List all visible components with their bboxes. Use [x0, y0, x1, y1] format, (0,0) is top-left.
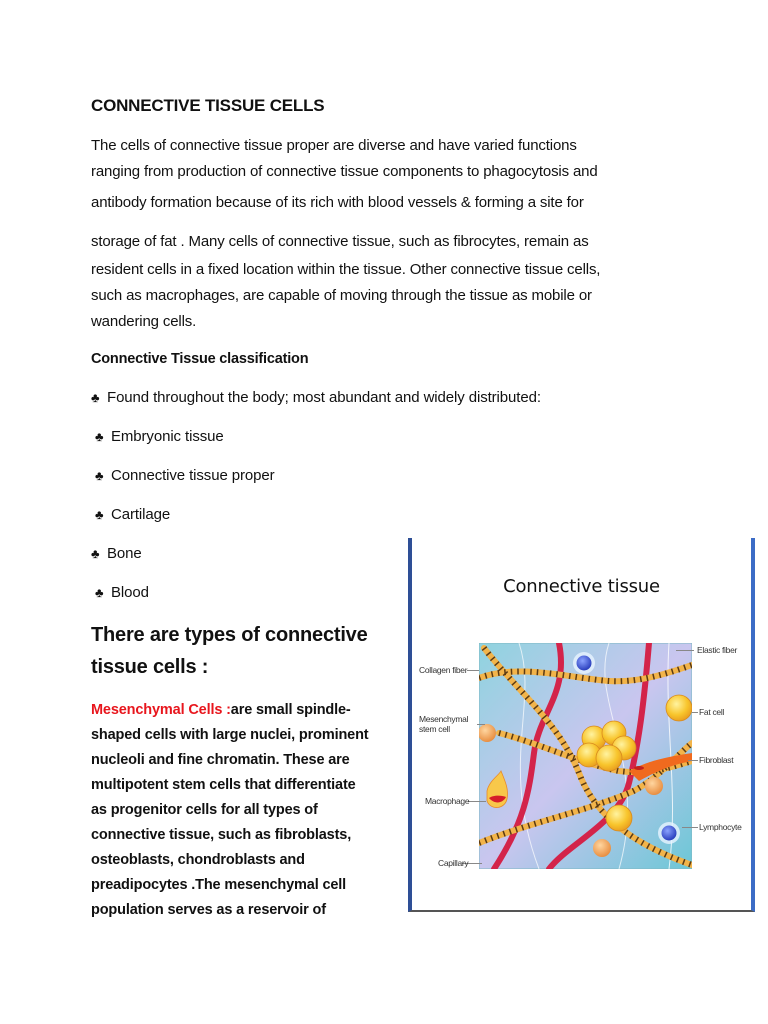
mesenchymal-line: connective tissue, such as fibroblasts,: [91, 827, 352, 843]
mesenchymal-line: multipotent stem cells that differentiate: [91, 777, 356, 793]
label-fat-cell: Fat cell: [699, 707, 724, 717]
mesenchymal-line: osteoblasts, chondroblasts and: [91, 852, 305, 868]
intro-line: resident cells in a fixed location within the tissue. Other connective tissue cells,: [91, 261, 601, 278]
bullet-item: ♣ Cartilage: [95, 506, 171, 523]
label-collagen-fiber: Collagen fiber: [419, 665, 468, 675]
leader-line: [682, 827, 698, 828]
leader-line: [676, 650, 694, 651]
label-elastic-fiber: Elastic fiber: [697, 645, 738, 655]
figure-title: Connective tissue: [503, 576, 660, 597]
label-lymphocyte: Lymphocyte: [699, 822, 742, 832]
club-bullet-icon: ♣: [91, 390, 100, 405]
document-title: CONNECTIVE TISSUE CELLS: [91, 96, 325, 115]
mesenchymal-line: population serves as a reservoir of: [91, 902, 326, 918]
leader-line: [688, 760, 698, 761]
intro-line: The cells of connective tissue proper are diverse and have varied functions: [91, 137, 577, 154]
bullet-item: ♣ Bone: [91, 545, 142, 562]
label-macrophage: Macrophage: [425, 796, 470, 806]
mesenchymal-line: shaped cells with large nuclei, prominent: [91, 727, 369, 743]
bullet-item: ♣ Found throughout the body; most abundant and widely distributed:: [91, 389, 541, 406]
mesenchymal-term: Mesenchymal Cells :: [91, 702, 231, 718]
intro-line: wandering cells.: [91, 313, 197, 330]
leader-line: [477, 724, 485, 725]
club-bullet-icon: ♣: [95, 507, 104, 522]
types-heading-line: tissue cells :: [91, 656, 209, 678]
mesenchymal-line: Mesenchymal Cells :are small spindle-: [91, 702, 351, 718]
intro-line: storage of fat . Many cells of connective tissue, such as fibrocytes, remain as: [91, 233, 589, 250]
club-bullet-icon: ♣: [95, 468, 104, 483]
intro-line: antibody formation because of its rich with blood vessels & forming a site for: [91, 194, 584, 211]
types-heading-line: There are types of connective: [91, 624, 368, 646]
bullet-item: ♣ Connective tissue proper: [95, 467, 275, 484]
leader-line: [467, 670, 479, 671]
connective-tissue-figure: [408, 538, 755, 912]
label-fibroblast: Fibroblast: [699, 755, 734, 765]
label-mesenchymal-stem-cell: Mesenchymal stem cell: [419, 714, 469, 734]
club-bullet-icon: ♣: [95, 429, 104, 444]
leader-line: [468, 801, 486, 802]
bullet-item: ♣ Embryonic tissue: [95, 428, 224, 445]
club-bullet-icon: ♣: [95, 585, 104, 600]
intro-line: ranging from production of connective tissue components to phagocytosis and: [91, 163, 598, 180]
mesenchymal-line: preadipocytes .The mesenchymal cell: [91, 877, 347, 893]
label-capillary: Capillary: [438, 858, 469, 868]
mesenchymal-line: nucleoli and fine chromatin. These are: [91, 752, 350, 768]
leader-line: [692, 712, 698, 713]
mesenchymal-line: as progenitor cells for all types of: [91, 802, 318, 818]
classification-heading: Connective Tissue classification: [91, 351, 309, 367]
connective-tissue-illustration: [479, 643, 692, 869]
intro-line: such as macrophages, are capable of moving through the tissue as mobile or: [91, 287, 592, 304]
bullet-item: ♣ Blood: [95, 584, 149, 601]
club-bullet-icon: ♣: [91, 546, 100, 561]
